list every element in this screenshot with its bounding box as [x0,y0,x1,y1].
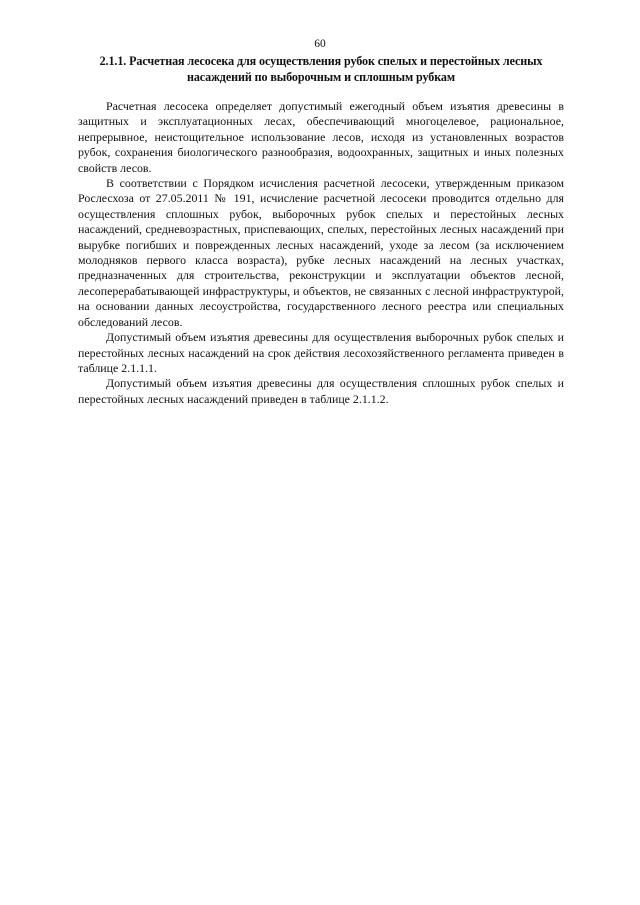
paragraph-clear-cutting-table-ref: Допустимый объем изъятия древесины для осуществления сплошных рубок спелых и перестойных лесных насаждений приведен в таблице 2.1.1.2. [78,376,564,406]
body-text [78,99,564,407]
paragraph-calculation-procedure: В соответствии с Порядком исчисления расчетной лесосеки, утвержденным приказом Рослесхоза от 27.05.2011 № 191, исчисление расчетной лесосеки проводится отдельно для осуществления сплошных рубок, выборочных рубок спелых и перестойных лесных насаждений, средневозрастных, приспевающих, спелых, перестойных лесных насаждений при вырубке погибших и поврежденных лесных насаждений, уходе за лесом (за исключением молодняков первого класса возраста), рубке лесных насаждений на лесных участках, предназначенных для строительства, реконструкции и эксплуатации объектов лесной, лесоперерабатывающей инфраструктуры, и объектов, не связанных с лесной инфраструктурой, на основании данных лесоустройства, государственного лесного реестра или специальных обследований лесов. [78,176,564,329]
page-number: 60 [314,38,326,50]
paragraph-allowable-cut-definition: Расчетная лесосека определяет допустимый ежегодный объем изъятия древесины в защитных и эксплуатационных лесах, обеспечивающий многоцелевое, рациональное, непрерывное, неистощительное использование лесов, исходя из установленных возрастов рубок, сохранения биологического разнообразия, водоохранных, защитных и иных полезных свойств лесов. [78,99,564,175]
section-heading: 2.1.1. Расчетная лесосека для осуществления рубок спелых и перестойных лесных насаждений по выборочным и сплошным рубкам [99,54,543,84]
paragraph-selective-cutting-table-ref: Допустимый объем изъятия древесины для осуществления выборочных рубок спелых и перестойных лесных насаждений на срок действия лесохозяйственного регламента приведен в таблице 2.1.1.1. [78,330,564,375]
